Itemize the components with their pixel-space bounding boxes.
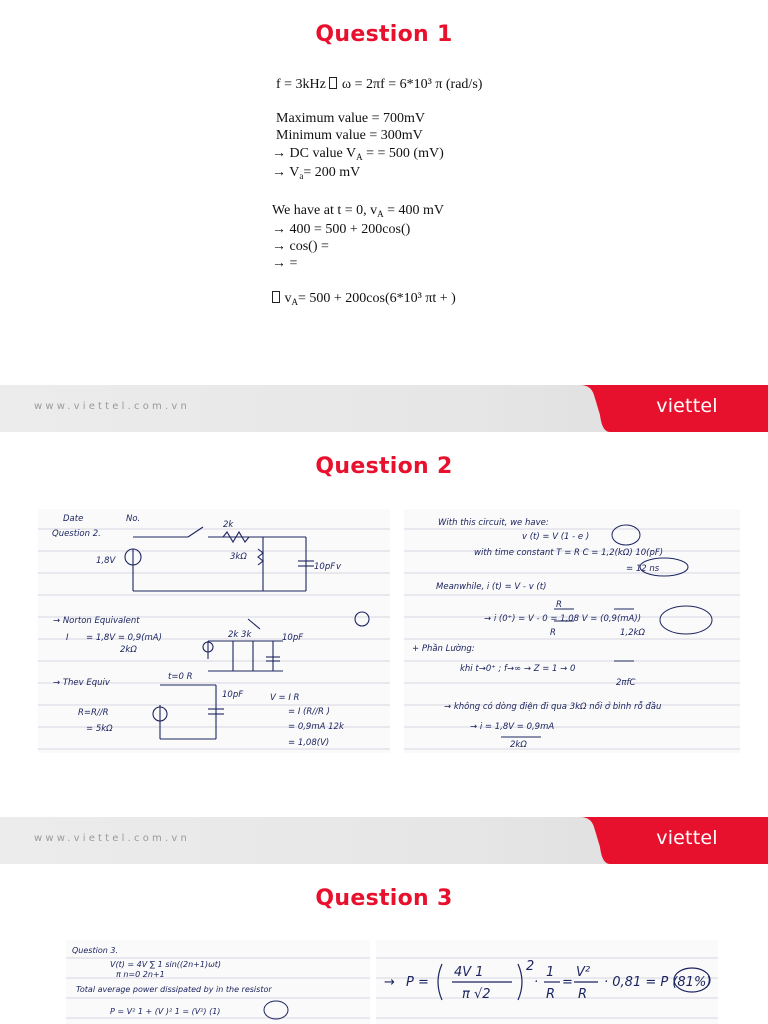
formula-line-result: $v_A= 500 + 200\cos(6*10^3$ πt + ) — [272, 290, 456, 311]
svg-text:R=R//R: R=R//R — [78, 708, 109, 718]
svg-text:v: v — [336, 562, 342, 572]
svg-text:10pF: 10pF — [222, 690, 244, 700]
formula-line-initial: We have at t = 0, $v_A = 400$ mV — [272, 203, 445, 219]
svg-text:·: · — [534, 975, 539, 990]
svg-text:2kΩ: 2kΩ — [510, 740, 527, 750]
svg-text:= 0,9mA 12k: = 0,9mA 12k — [288, 722, 344, 732]
missing-glyph-icon — [272, 291, 280, 303]
svg-text:Question 2.: Question 2. — [52, 529, 101, 539]
svg-text:+ Phần Lường:: + Phần Lường: — [412, 644, 475, 654]
svg-text:With this circuit, we have:: With this circuit, we have: — [438, 518, 549, 528]
svg-text:2k 3k: 2k 3k — [228, 630, 252, 640]
svg-text:→ i (0⁺) = V - 0 = 1,08: → i (0⁺) = V - 0 = 1,08 V = (0,9(mA)) — [484, 614, 642, 624]
formula-line-phase: → = — [272, 256, 298, 271]
svg-text:2kΩ: 2kΩ — [120, 645, 137, 655]
handwritten-notes-image-right — [404, 509, 740, 753]
svg-text:π n=0 2n+1: π n=0 2n+1 — [116, 970, 165, 979]
svg-text:Date: Date — [63, 514, 84, 524]
formula-line-max: Maximum value = 700mV — [276, 111, 426, 126]
svg-text:I: I — [66, 633, 69, 643]
svg-text:→: → — [384, 975, 395, 990]
svg-text:P =: P = — [406, 975, 429, 990]
formula-line-cos: → cos() = — [272, 239, 329, 254]
svg-text:2k: 2k — [223, 520, 234, 530]
svg-text:3kΩ: 3kΩ — [230, 552, 247, 562]
svg-text:4V 1: 4V 1 — [454, 965, 484, 980]
svg-text:1,8V: 1,8V — [96, 556, 116, 566]
svg-text:V(t) = 4V ∑ 1 sin((2n+1)ωt): V(t) = 4V ∑ 1 sin((2n+1)ωt) — [110, 960, 222, 969]
slide-footer — [0, 817, 768, 864]
handwritten-circuit-image-left — [38, 509, 390, 753]
svg-text:= 12 ns: = 12 ns — [626, 564, 660, 574]
svg-text:Question 3.: Question 3. — [72, 946, 118, 955]
svg-text:Total average power dissipated: Total average power dissipated by in the resistor — [76, 985, 272, 994]
svg-text:R: R — [546, 987, 556, 1002]
missing-glyph-icon — [329, 77, 337, 89]
svg-text:= I (R//R ): = I (R//R ) — [288, 707, 330, 717]
svg-text:→ Norton Equivalent: → Norton Equivalent — [53, 616, 140, 626]
question-title: Question 2 — [315, 454, 453, 479]
svg-text:= 5kΩ: = 5kΩ — [86, 724, 113, 734]
svg-text:R: R — [556, 600, 562, 610]
formula-line-min: Minimum value = 300mV — [276, 128, 423, 143]
viettel-logo: viettel — [656, 827, 718, 849]
svg-text:10pF: 10pF — [282, 633, 304, 643]
formula-line-dc: → DC value $V_A$ = = 500 (mV) — [272, 146, 444, 162]
question-title: Question 3 — [315, 886, 453, 911]
svg-text:2πfC: 2πfC — [616, 678, 636, 688]
viettel-logo: viettel — [656, 395, 718, 417]
svg-text:→ không có dòng điện đi qua 3k: → không có dòng điện đi qua 3kΩ nối ở bình rỗ đầu — [444, 702, 662, 712]
footer-url: www.viettel.com.vn — [34, 401, 190, 412]
slide-footer — [0, 385, 768, 432]
svg-text:R: R — [578, 987, 588, 1002]
svg-text:t=0 R: t=0 R — [168, 672, 193, 682]
svg-text:= 1,8V = 0,9(mA): = 1,8V = 0,9(mA) — [86, 633, 162, 643]
formula-line-frequency: f = 3kHz ω = 2πf = 6*10³ π (rad/s) — [276, 77, 483, 92]
svg-text:=: = — [562, 975, 573, 990]
svg-text:2: 2 — [526, 959, 535, 974]
svg-text:v (t) = V (1 - e ): v (t) = V (1 - e ) — [522, 532, 590, 542]
svg-text:R: R — [550, 628, 556, 638]
svg-text:· 0,81 = P (81%): · 0,81 = P (81%) — [604, 975, 712, 990]
svg-text:10pF: 10pF — [314, 562, 336, 572]
svg-text:1,2kΩ: 1,2kΩ — [620, 628, 645, 638]
svg-text:khi t→0⁺ ; f→∞ → Z = 1: khi t→0⁺ ; f→∞ → Z = 1 → 0 — [460, 664, 576, 674]
svg-text:with time constant T = R C =: with time constant T = R C = 1,2(kΩ) 10(pF) — [474, 548, 664, 558]
slide-question-3 — [0, 864, 768, 1024]
formula-line-equation: → 400 = 500 + 200cos() — [272, 222, 411, 237]
question-title: Question 1 — [315, 22, 453, 47]
svg-text:→ i = 1,8V = 0,9mA: → i = 1,8V = 0,9mA — [470, 722, 555, 732]
svg-text:1: 1 — [546, 965, 555, 980]
svg-text:→ Thev Equiv: → Thev Equiv — [53, 678, 110, 688]
svg-text:= 1,08(V): = 1,08(V) — [288, 738, 330, 748]
svg-text:No.: No. — [126, 514, 141, 524]
svg-text:V²: V² — [576, 965, 591, 980]
svg-text:P = V² 1 + (V )² 1 = (V²): P = V² 1 + (V )² 1 = (V²) (1) — [110, 1007, 221, 1016]
slide-question-1 — [0, 0, 768, 385]
handwritten-notes-image-right — [376, 940, 718, 1024]
slide-question-2 — [0, 432, 768, 817]
svg-text:Meanwhile, i (t) = V -: Meanwhile, i (t) = V - v (t) — [436, 582, 547, 592]
footer-url: www.viettel.com.vn — [34, 833, 190, 844]
handwritten-notes-image-left — [66, 940, 370, 1024]
svg-text:V = I R: V = I R — [270, 693, 300, 703]
formula-line-amplitude: → $V_a= 200$ mV — [272, 165, 361, 181]
svg-text:π √2: π √2 — [462, 987, 491, 1002]
